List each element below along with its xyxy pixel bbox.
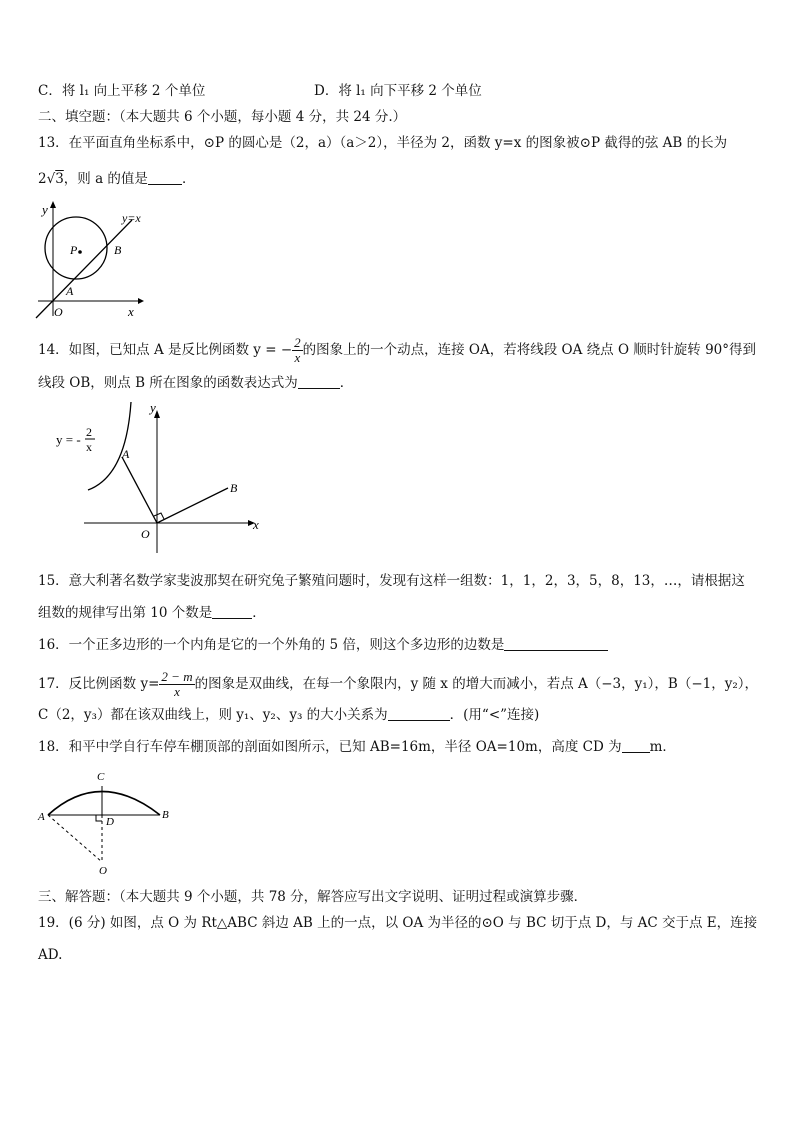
q14-line2-text: 线段 OB，则点 B 所在图象的函数表达式为 xyxy=(38,375,298,391)
q13-line1: 13．在平面直角坐标系中，⊙P 的圆心是（2，a）（a＞2），半径为 2，函数 y=x 的图象被⊙P 截得的弦 AB 的长为 xyxy=(38,135,728,151)
q17-denominator: x xyxy=(174,684,180,699)
hyperbola-curve xyxy=(88,402,131,490)
fig18-b-label: B xyxy=(162,809,169,821)
q14-pre: 14．如图，已知点 A 是反比例函数 y = − xyxy=(38,342,293,358)
fig13-p-label: P xyxy=(70,243,78,257)
q15-end: ． xyxy=(252,605,266,621)
fig18-c-label: C xyxy=(97,771,105,783)
q18-end: m． xyxy=(649,739,676,755)
q17-line1 xyxy=(38,670,758,699)
q18-text: 18．和平中学自行车停车棚顶部的剖面如图所示，已知 AB=16m，半径 OA=10m，高度 CD 为 xyxy=(38,739,622,755)
q14-line2 xyxy=(38,374,353,392)
line-y-equals-x xyxy=(36,220,132,318)
q15-line2-text: 组数的规律写出第 10 个数是 xyxy=(38,605,213,621)
q19-line2: AD. xyxy=(38,947,63,963)
q17-line2-text: C（2，y₃）都在该双曲线上，则 y₁、y₂、y₃ 的大小关系为 xyxy=(38,707,388,723)
q17-post: 的图象是双曲线，在每一个象限内，y 随 x 的增大而减小，若点 A（−3，y₁），B（−1，y₂）， xyxy=(194,676,759,692)
right-angle-mark xyxy=(96,815,102,821)
q13-line2 xyxy=(38,170,195,188)
fig13-o-label: O xyxy=(54,305,63,319)
q15-line2 xyxy=(38,604,266,622)
segment-oa xyxy=(122,457,157,523)
fig13-b-label: B xyxy=(114,243,122,257)
q18-answer-blank[interactable] xyxy=(622,738,650,753)
sqrt-sign: √ xyxy=(46,171,56,187)
option-c: C．将 l₁ 向上平移 2 个单位 xyxy=(38,83,206,99)
q18-figure xyxy=(36,766,176,878)
q13-end: ． xyxy=(181,171,196,187)
segment-ao-dashed xyxy=(48,815,102,862)
q15-answer-blank[interactable] xyxy=(212,604,252,619)
option-d: D．将 l₁ 向下平移 2 个单位 xyxy=(314,83,482,99)
q13-answer-blank[interactable] xyxy=(148,170,182,185)
q17-answer-blank[interactable] xyxy=(388,706,450,721)
q13-coef: 2 xyxy=(38,171,47,187)
q14-fraction xyxy=(292,336,303,365)
q16-text: 16．一个正多边形的一个内角是它的一个外角的 5 倍，则这个多边形的边数是 xyxy=(38,637,505,653)
x-axis-arrow xyxy=(138,298,144,304)
fig14-frac-num: 2 xyxy=(86,425,92,439)
q17-line2 xyxy=(38,706,539,724)
fig14-b-label: B xyxy=(230,481,238,495)
section-3-heading: 三、解答题：（本大题共 9 个小题，共 78 分，解答应写出文字说明、证明过程或演算步骤． xyxy=(38,889,588,905)
fig18-d-label: D xyxy=(106,816,114,828)
arc-ab xyxy=(48,792,160,816)
segment-ob xyxy=(157,488,228,523)
q16-answer-blank[interactable] xyxy=(504,636,608,651)
q19-line1: 19．(6 分) 如图，点 O 为 Rt△ABC 斜边 AB 上的一点，以 OA 为半径的⊙O 与 BC 切于点 D，与 AC 交于点 E，连接 xyxy=(38,915,758,931)
q13-figure xyxy=(34,198,154,320)
fig14-y-label: y xyxy=(150,400,156,415)
fig18-o-label: O xyxy=(99,865,107,877)
q17-pre: 17．反比例函数 y= xyxy=(38,676,160,692)
q14-denominator: x xyxy=(294,350,301,365)
fig18-a-label: A xyxy=(38,811,45,823)
center-point-p xyxy=(78,250,82,254)
q15-line1: 15．意大利著名数学家斐波那契在研究兔子繁殖问题时，发现有这样一组数：1，1，2，3，5，8，13，…，请根据这 xyxy=(38,573,745,589)
fig13-y-label: y xyxy=(42,202,48,217)
q14-post: 的图象上的一个动点，连接 OA，若将线段 OA 绕点 O 顺时针旋转 90°得到 xyxy=(302,342,757,358)
q17-fraction xyxy=(159,670,194,699)
section-2-heading: 二、填空题：（本大题共 6 个小题，每小题 4 分，共 24 分.） xyxy=(38,109,407,125)
fig14-function-label: y = - xyxy=(56,432,81,447)
fig14-o-label: O xyxy=(141,527,150,541)
q16-line xyxy=(38,636,608,654)
q17-end: ．(用“<”连接) xyxy=(449,707,540,723)
fig13-x-label: x xyxy=(128,304,134,319)
q17-numerator: 2 − m xyxy=(161,669,193,684)
fig14-a-label: A xyxy=(122,447,130,461)
q13-line2-text: ，则 a 的值是 xyxy=(63,171,148,187)
q14-line1 xyxy=(38,336,756,365)
fig14-x-label: x xyxy=(253,517,259,532)
fig13-a-label: A xyxy=(66,284,74,298)
q14-figure xyxy=(52,398,268,556)
fig14-frac-den: x xyxy=(86,440,92,454)
q18-line xyxy=(38,738,676,756)
q13-radicand: 3 xyxy=(55,171,64,187)
q14-numerator: 2 xyxy=(294,335,301,350)
right-angle-mark xyxy=(154,513,164,519)
q14-end: ． xyxy=(339,375,354,391)
fig13-line-label: y=x xyxy=(122,211,141,225)
y-axis-arrow xyxy=(50,201,56,208)
q14-answer-blank[interactable] xyxy=(298,374,340,389)
